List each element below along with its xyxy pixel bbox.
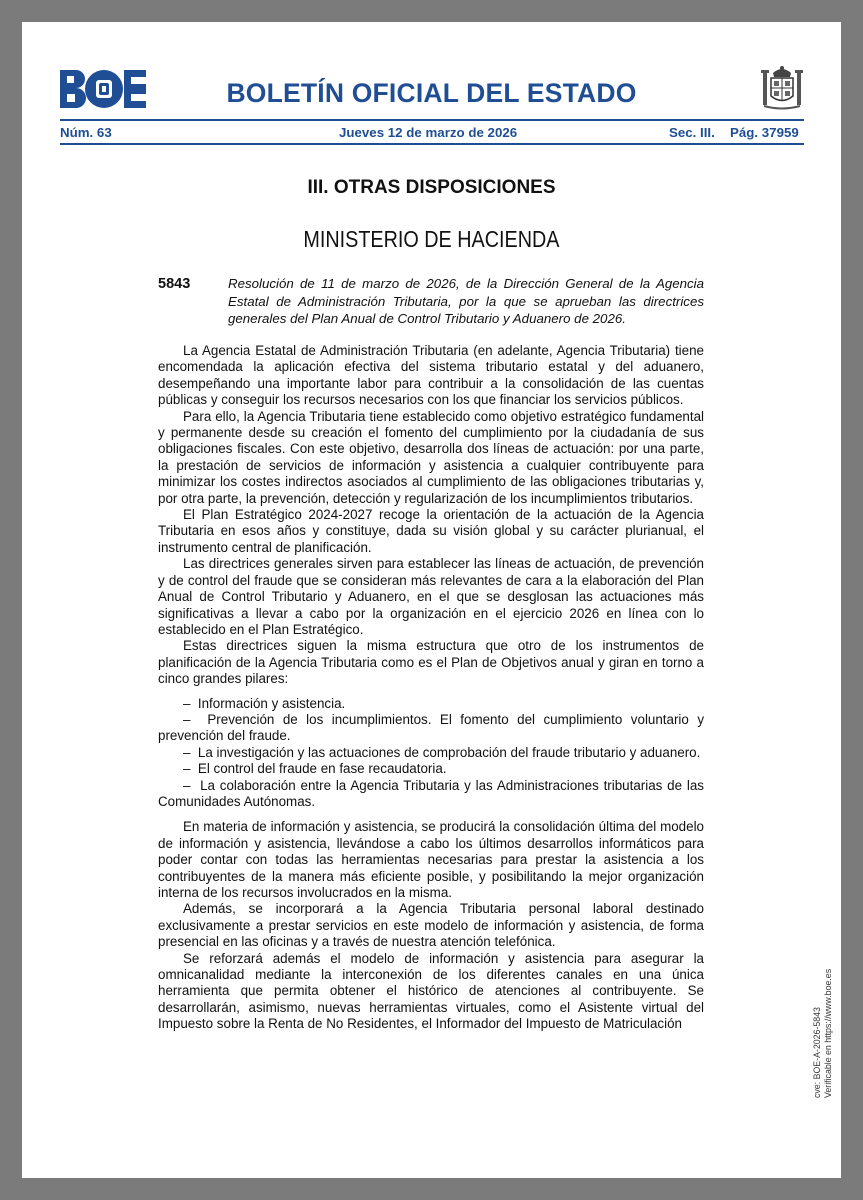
- paragraph: Se reforzará además el modelo de información y asistencia para asegurar la omnicanalidad mediante la interconexión de los diferentes canales en una única herramienta que permita obtener el histórico de atenciones al contribuyente. Se desarrollarán, asimismo, nuevas herramientas virtuales, como el Asistente virtual del Impuesto sobre la Renta de No Residentes, el Informador del Impuesto de Matriculación: [158, 950, 704, 1032]
- verification-sidebar: [812, 969, 834, 1098]
- list-item: – La investigación y las actuaciones de comprobación del fraude tributario y aduanero.: [158, 745, 704, 761]
- verification-link[interactable]: Verificable en https://www.boe.es: [823, 968, 833, 1098]
- header-rule-bottom: [60, 143, 804, 145]
- coat-of-arms-icon: [760, 65, 804, 112]
- resolution-title: Resolución de 11 de marzo de 2026, de la Dirección General de la Agencia Estatal de Administración Tributaria, por la que se aprueban las directrices generales del Plan Anual de Control Tributario y Aduanero de 2026.: [228, 276, 704, 326]
- list-item: – El control del fraude en fase recaudatoria.: [158, 761, 704, 777]
- ministry-name: MINISTERIO DE HACIENDA: [303, 226, 560, 252]
- pillars-list: [158, 696, 704, 811]
- paragraph: Estas directrices siguen la misma estructura que otro de los instrumentos de planificación de la Agencia Tributaria como es el Plan de Objetivos anual y giran en torno a cinco grandes pilares:: [158, 638, 704, 687]
- issue-number: Núm. 63: [60, 125, 112, 140]
- paragraph: El Plan Estratégico 2024-2027 recoge la orientación de la actuación de la Agencia Tributaria en esos años y constituye, dada su visión global y su carácter plurianual, el instrumento central de planificación.: [158, 507, 704, 555]
- paragraph: Las directrices generales sirven para establecer las líneas de actuación, de prevención y de control del fraude que se consideran más relevantes de cara a la elaboración del Plan Anual de Control Tributario y Aduanero, en el que se desglosan las actuaciones más significativas a llevar a cabo por la organización en el ejercicio 2026 en línea con lo establecido en el Plan Estratégico.: [158, 556, 704, 637]
- bulletin-title: BOLETÍN OFICIAL DEL ESTADO: [226, 78, 637, 108]
- header-rule-top: [60, 119, 804, 121]
- document-body: [158, 343, 704, 1033]
- section-title: III. OTRAS DISPOSICIONES: [307, 177, 556, 198]
- cve-code: cve: BOE-A-2026-5843: [812, 1007, 822, 1098]
- list-item: – Prevención de los incumplimientos. El fomento del cumplimiento voluntario y prevención del fraude.: [158, 712, 704, 745]
- document-page: [22, 22, 841, 1178]
- paragraph: Además, se incorporará a la Agencia Tributaria personal laboral destinado exclusivamente a prestar servicios en este modelo de información y asistencia, de forma presencial en las oficinas y a través de nuestra atención telefónica.: [158, 901, 704, 950]
- section-label: Sec. III.: [669, 125, 715, 140]
- page-number: Pág. 37959: [730, 125, 799, 140]
- paragraph: La Agencia Estatal de Administración Tributaria (en adelante, Agencia Tributaria) tiene encomendada la aplicación efectiva del sistema tributario estatal y del aduanero, desempeñando una importante labor para contribuir a la consolidación de las cuentas públicas y conseguir los recursos necesarios con los que financiar los servicios públicos.: [158, 343, 704, 408]
- resolution-number: 5843: [158, 276, 191, 292]
- header-metadata: [60, 125, 804, 145]
- list-item: – Información y asistencia.: [158, 696, 704, 712]
- paragraph: Para ello, la Agencia Tributaria tiene establecido como objetivo estratégico fundamental y permanente desde su creación el fomento del cumplimiento por la ciudadanía de sus obligaciones fiscales. Con este objetivo, desarrolla dos líneas de actuación: por una parte, la prestación de servicios de información y asistencia a cualquier contribuyente para minimizar los costes indirectos asociados al cumplimiento de las obligaciones tributarias y, por otra parte, la prevención, detección y regularización de los incumplimientos tributarios.: [158, 408, 704, 506]
- list-item: – La colaboración entre la Agencia Tributaria y las Administraciones tributarias de las Comunidades Autónomas.: [158, 778, 704, 811]
- paragraph: En materia de información y asistencia, se producirá la consolidación última del modelo de información y asistencia, llevándose a cabo los últimos desarrollos informáticos para poder contar con todas las herramientas necesarias para prestar la asistencia a los contribuyentes de la manera más eficiente posible, y posibilitando la mejor organización interna de los recursos involucrados en la misma.: [158, 819, 704, 900]
- issue-date: Jueves 12 de marzo de 2026: [339, 125, 518, 140]
